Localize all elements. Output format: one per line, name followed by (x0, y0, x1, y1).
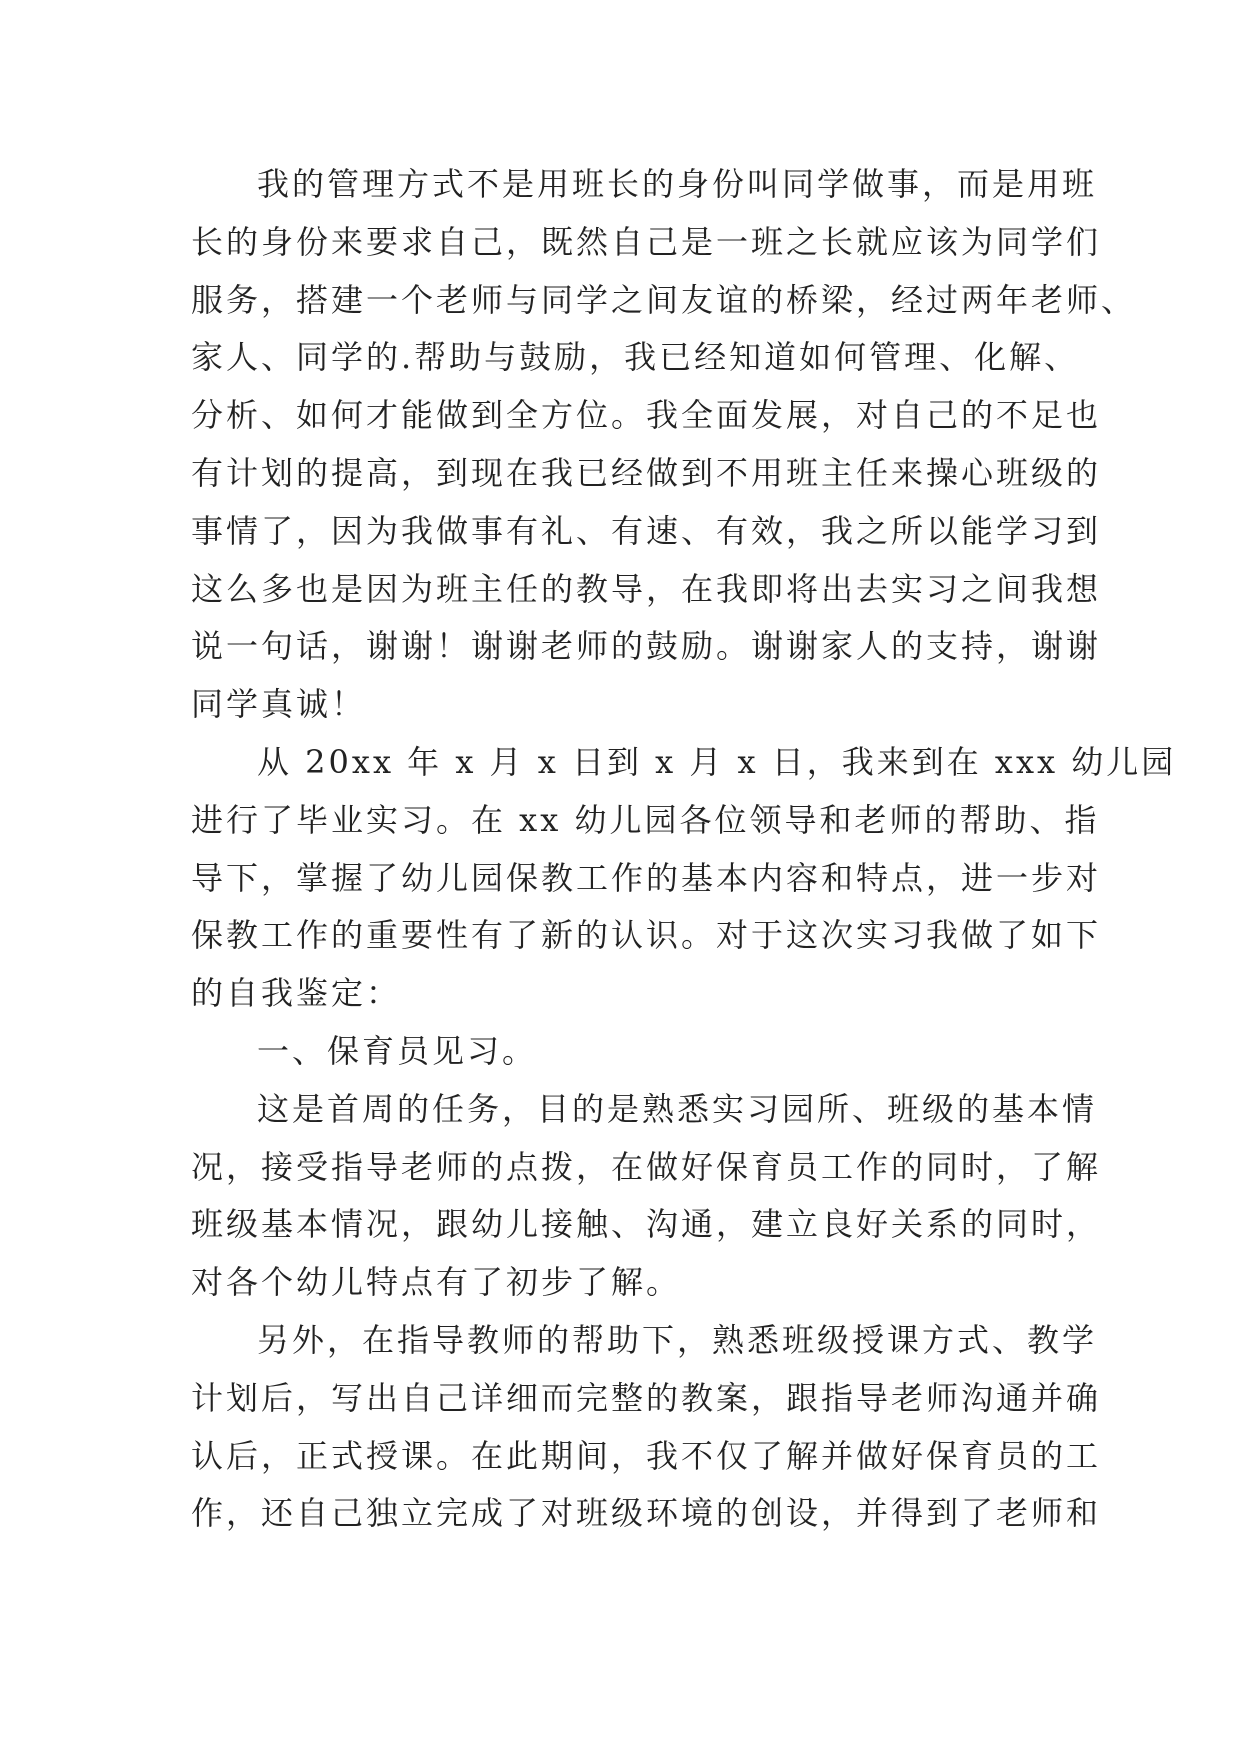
text-line: 班级基本情况，跟幼儿接触、沟通，建立良好关系的同时， (191, 1205, 1102, 1244)
text-line: 服务，搭建一个老师与同学之间友谊的桥梁，经过两年老师、 (191, 280, 1137, 319)
text-line: 认后，正式授课。在此期间，我不仅了解并做好保育员的工 (191, 1436, 1102, 1475)
text-line: 同学真诚！ (191, 685, 367, 724)
text-line: 我的管理方式不是用班长的身份叫同学做事，而是用班 (257, 165, 1098, 203)
text-line: 计划后，写出自己详细而完整的教案，跟指导老师沟通并确 (191, 1378, 1102, 1417)
text-line: 这么多也是因为班主任的教导，在我即将出去实习之间我想 (191, 569, 1102, 608)
text-line: 分析、如何才能做到全方位。我全面发展，对自己的不足也 (191, 396, 1102, 435)
text-line: 一、保育员见习。 (257, 1031, 538, 1070)
text-line: 对各个幼儿特点有了初步了解。 (191, 1263, 682, 1302)
text-line: 的自我鉴定： (191, 974, 402, 1013)
text-line: 说一句话，谢谢！谢谢老师的鼓励。谢谢家人的支持，谢谢 (191, 627, 1102, 666)
text-line: 进行了毕业实习。在 xx 幼儿园各位领导和老师的帮助、指 (191, 800, 1100, 839)
text-line: 况，接受指导老师的点拨，在做好保育员工作的同时，了解 (191, 1147, 1102, 1186)
text-line: 家人、同学的.帮助与鼓励，我已经知道如何管理、化解、 (191, 338, 1080, 377)
text-line: 长的身份来要求自己，既然自己是一班之长就应该为同学们 (191, 222, 1102, 261)
text-line: 事情了，因为我做事有礼、有速、有效，我之所以能学习到 (191, 511, 1102, 550)
text-line: 另外，在指导教师的帮助下，熟悉班级授课方式、教学 (257, 1320, 1098, 1359)
text-line: 保教工作的重要性有了新的认识。对于这次实习我做了如下 (191, 916, 1102, 955)
text-line: 作，还自己独立完成了对班级环境的创设，并得到了老师和 (191, 1494, 1102, 1533)
document-body (191, 156, 1177, 1543)
text-line: 有计划的提高，到现在我已经做到不用班主任来操心班级的 (191, 453, 1102, 492)
text-line: 这是首周的任务，目的是熟悉实习园所、班级的基本情 (257, 1089, 1098, 1128)
text-line: 导下，掌握了幼儿园保教工作的基本内容和特点，进一步对 (191, 858, 1102, 897)
text-line: 从 20xx 年 x 月 x 日到 x 月 x 日，我来到在 xxx 幼儿园 (257, 742, 1177, 781)
